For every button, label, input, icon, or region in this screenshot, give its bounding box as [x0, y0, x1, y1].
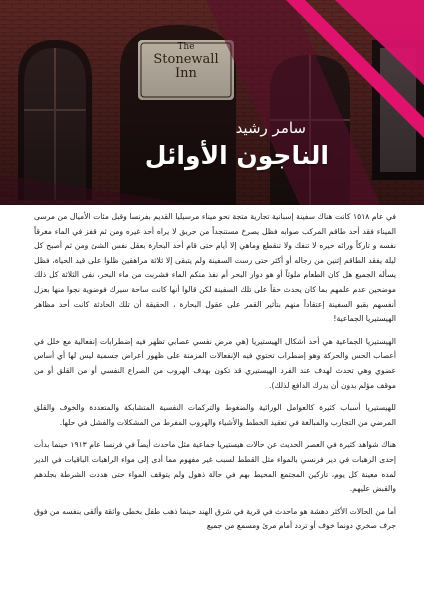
pink-diagonal-band — [0, 0, 424, 205]
paragraph-3: للهيستيريا أسباب كثيرة كالعوامل الوراثية والضغوط والتركمات النفسية المتشابكة والمتعددة والخوف والقلق المرضي من التجارب والمبالغة في تعقيد الخطط والأشياء والهروب المفرط من المشكلات والفشل في حلها. — [34, 403, 396, 427]
article-body — [34, 210, 396, 598]
paragraph-2: الهيستيريا الجماعية هي أحد أشكال الهيستيريا (هي مرض نفسي عصابي تظهر فيه إضطرابات إنفعالية مع خلل في أعصاب الحس والحركة وهو إضطراب تحتوي فيه الإنفعالات المزمنة على ظهور أعراض جسمية ليس لها أي أساس عضوي وهي تحدث لهدف عند الفرد الهيستيري قد تكون بهدف الهروب من الصراع النفسي أو من القلق أو من موقف مؤلم بدون أن يدرك الدافع لذلك). — [34, 336, 396, 390]
author-name: سامر رشيد — [235, 119, 306, 137]
paragraph-4: هناك شواهد كثيرة في العصر الحديث عن حالات هيستيريا جماعية مثل ماحدث أيضاً في فرنسا عام ١٩١٣ حينما بدأت إحدى الرهبات في دير فرنسي بالمواء مثل القطط لسبب غير مفهوم مما أدى إلى مواء الراهبات الباقيات في الدير لمده معينة كل يوم، تاركين المجتمع المحيط بهم في حالة ذهول ولم يتوقف المواء حتى هددت الشرطة بجلدهم والقبض عليهم. — [34, 440, 396, 494]
paragraph-5: أما من الحالات الأكثر دهشة هو ماحدث في قرية في شرق الهند حينما ذهب طفل بخطى واثقة وألقى بنفسه من فوق جرف صخري دونما خوف أو تردد أمام مرئ ومسمع من جميع — [34, 506, 396, 531]
header-banner — [0, 0, 424, 205]
article-title: الناجون الأوائل — [144, 141, 329, 170]
paragraph-1: في عام ١٥١٨ كانت هناك سفينة إسبانية تجارية متجة نحو ميناء مرسيليا القديم بفرنسا وقبل مئات الأميال من مرسى الميناء فقد أحد طاقم المركب صوابه فظل يصرخ مستنجداً من حريق لا يراه أحد غيره ومن ثم قفز في الماء مغرقاً نفسه و تاركاً ورائه حيره لا تنفك ولا تنقطع وماهي إلا أيام حتى قام أحد البحارة بعقل نفس الشئ ومن ثم أصبح كل ليلة يفقد الطاقم إثنين من رجاله أو أكثر حتى رست السفينة ولم يتبقى إلا ثلاثة مراهقين ظلوا على قيد الحياة، فظل يسأله الجميع هل كان الطعام ملوثاً أو هو دوار البحر أم نفذ منكم الماء فشربت من ماء البحر، نفى الثلاثة كل ذلك موضحين عدم علمهم بما كان يحدث حقاً على تلك السفينة لكن قالوا أنها كانت ساحة سيرك فوضوية نجوا منها بعزل أنفسهم بقبو السفينة إعتقاداً منهم بتأثير القمر على عقول البحارة ، الحقيقة أن تلك الحادثة كانت أحد مظاهر الهيستيريا الجماعية! — [34, 212, 396, 324]
sign-line-1: The — [177, 42, 195, 52]
sign-line-2: Stonewall — [153, 52, 219, 67]
sign-line-3: Inn — [175, 66, 197, 81]
